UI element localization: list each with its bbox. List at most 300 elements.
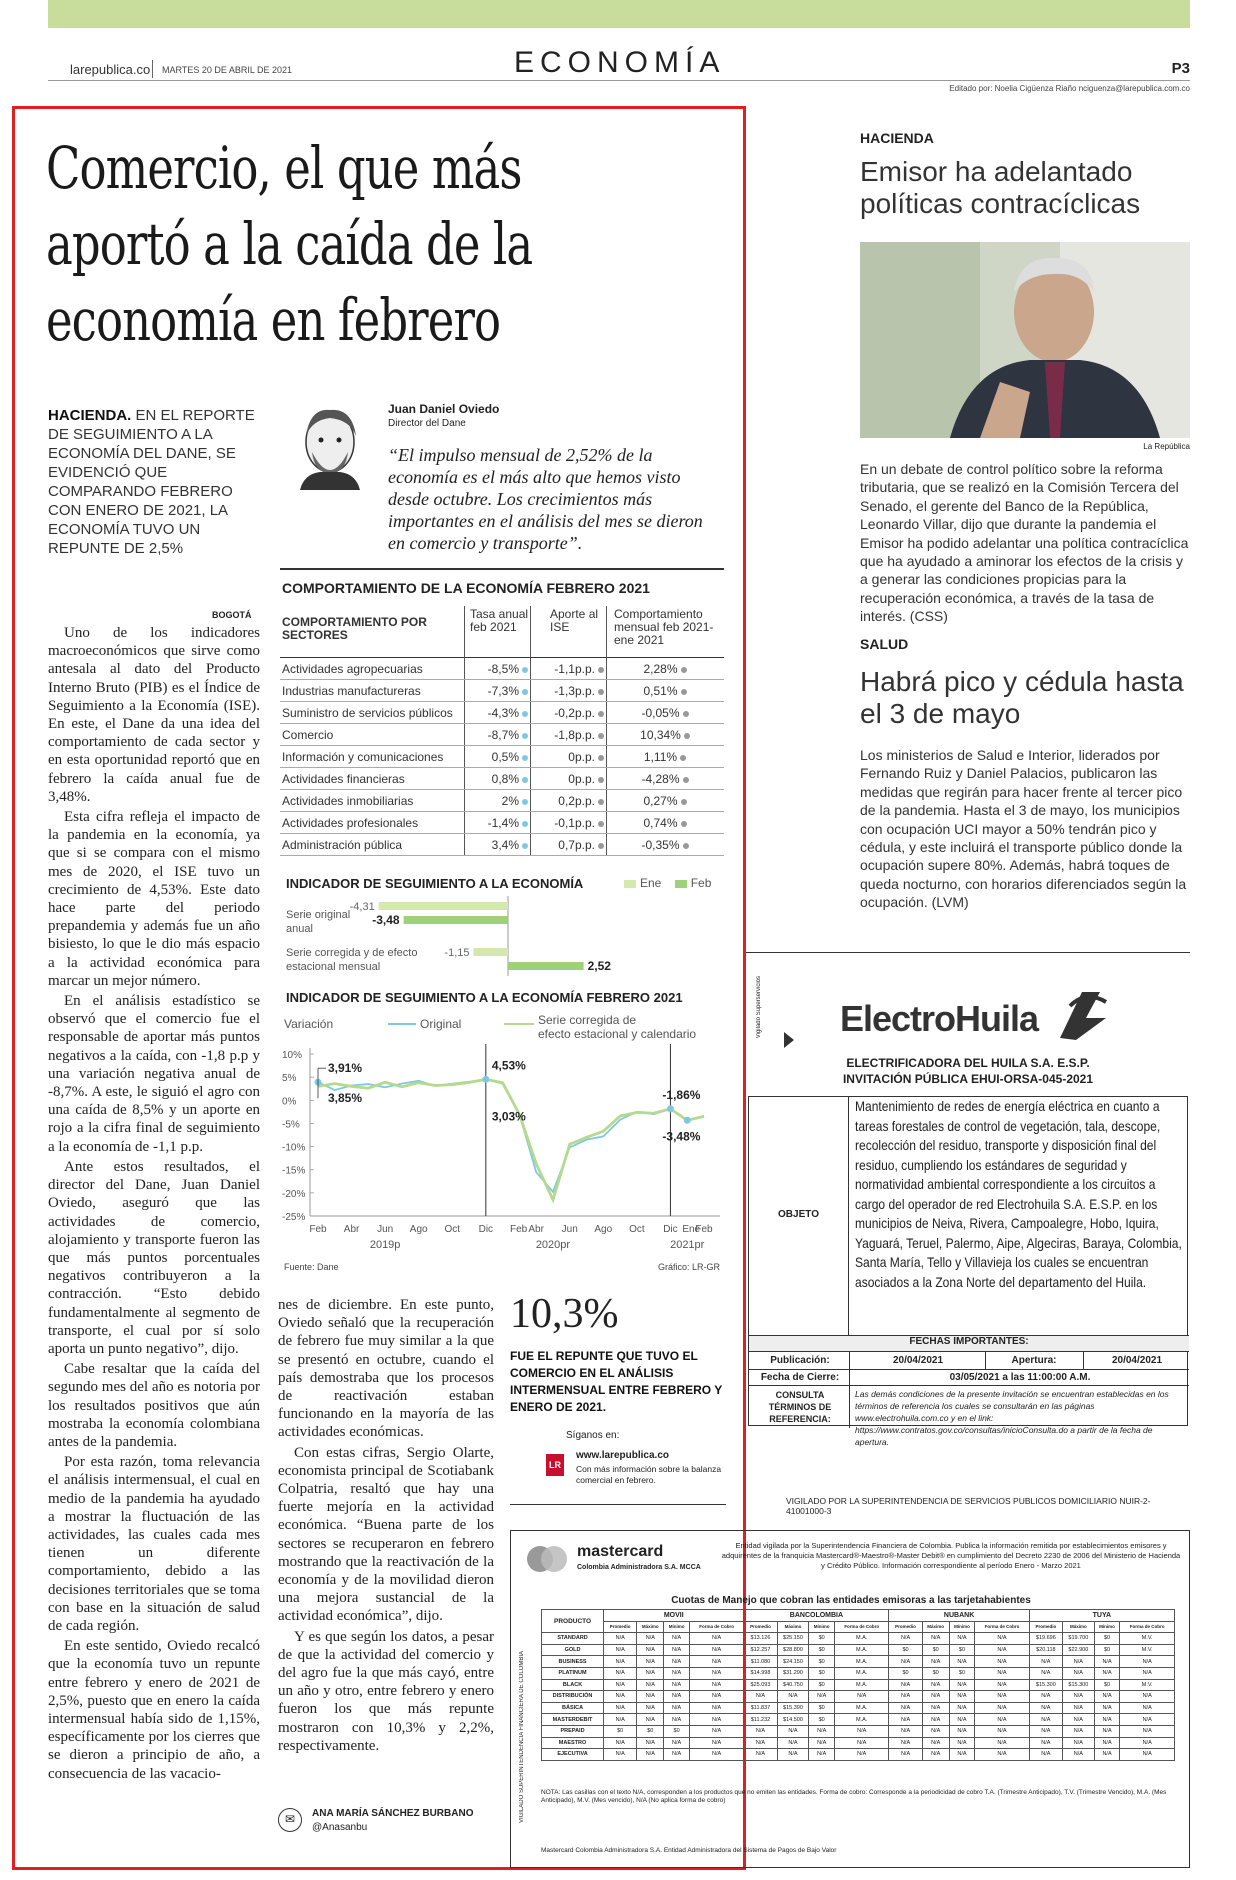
x-tick-label: Ago	[409, 1224, 428, 1235]
table-cell: N/A	[809, 1725, 835, 1737]
headline-line: Comercio, el que más	[46, 134, 522, 202]
bank-header: BANCOLOMBIA	[744, 1610, 889, 1622]
paragraph: Esta cifra refleja el impacto de la pandemia en la economía, ya que si se compara con el mismo mes de 2020, el ISE tuvo un crecimiento de 4,53%. Este dato hace parte del periodo prepandemia y además fue un año bisiesto, lo que le dio más espacio a la actividad económica para marcar un mejor número.	[48, 809, 260, 989]
paragraph: En el análisis estadístico se observó que el comercio fue el responsable de aportar más puntos negativos a la caída, con -1,8 p.p y una variación negativa anual de -8,7%. A este, le siguió el agro con una caída de 8,5% y un aporte en rojo a la cifra final de seguimiento a la economía de -1,1 p.p.	[48, 993, 260, 1155]
table-cell: N/A	[834, 1691, 889, 1703]
status-dot	[681, 799, 687, 805]
consulta-label: CONSULTA TÉRMINOS DE REFERENCIA:	[768, 1390, 832, 1424]
chat-icon: ✉	[278, 1808, 302, 1832]
article-column-2	[278, 1296, 494, 1757]
table-cell: N/A	[922, 1656, 949, 1668]
column-header: Máximo	[777, 1621, 809, 1633]
brief-body: En un debate de control político sobre la reforma tributaria, que se realizó en la Comisión Tercera del Senado, el gerente del Banco de la República, Leonardo Villar, dijo que durante la pandemia el Emisor ha podido adelantar una política contracíclica que ha ayudado a aminorar los efectos de la crisis y a generar las condiciones propicias para la recuperación económica, a través de la tasa de interés. (CSS)	[860, 461, 1189, 625]
paragraph: Ante estos resultados, el director del Dane, Juan Daniel Oviedo, aseguró que las actividades de comercio, alojamiento y transporte fueron las que más puntos porcentuales negativos contribuyeron a la contracción. “Esto debido fundamentalmente al segmento de transporte, el cual por sí solo aporta un punto negativo”, dijo.	[48, 1158, 260, 1357]
status-dot	[598, 799, 604, 805]
lr-logo: LR	[546, 1454, 564, 1476]
table-cell: N/A	[1029, 1656, 1062, 1668]
status-dot	[681, 821, 687, 827]
table-cell: MAESTRO	[542, 1737, 604, 1749]
editor-credit: Editado por: Noelia Cigüenza Riaño nciguenza@larepublica.com.co	[949, 84, 1190, 93]
table-cell: $13.126	[744, 1633, 777, 1645]
paragraph: nes de diciembre. En este punto, Oviedo señaló que la recuperación de febrero fue muy similar a la que se presentó en octubre, cuando el país demostraba que los procesos de reactivación estaban funcionando en la mayoría de las actividades económicas.	[278, 1297, 494, 1441]
x-tick-label: Ago	[594, 1224, 613, 1235]
table-cell: $0	[809, 1679, 835, 1691]
brief-body: Los ministerios de Salud e Interior, liderados por Fernando Ruiz y Daniel Palacios, publicaron las medidas que regirán para hacer frente al tercer pico de la pandemia. Hasta el 3 de mayo, los municipios con ocupación UCI mayor a 50% tendrán pico y cédula, y este incluirá el transporte público donde la ocupación supere 80%. Además, habrá toques de queda nocturno, con horarios diferenciados según la ocupación. (LVM)	[860, 747, 1187, 911]
table-cell: $19.700	[1062, 1633, 1094, 1645]
section-label: SALUD	[860, 636, 909, 652]
table-cell: N/A	[1120, 1725, 1175, 1737]
dates-title-text: FECHAS IMPORTANTES:	[909, 1336, 1029, 1347]
table-cell: -8,5%	[466, 662, 528, 676]
table-cell: -1,8p.p.	[532, 728, 604, 742]
table-cell: N/A	[604, 1714, 637, 1726]
table-cell: N/A	[922, 1714, 949, 1726]
legend-swatch	[624, 880, 636, 888]
close-row	[749, 1369, 1189, 1385]
table-cell: Administración pública	[282, 838, 403, 852]
table-cell: EJECUTIVA	[542, 1749, 604, 1761]
page-header	[48, 46, 1190, 80]
column-header: Comportamiento mensual feb 2021-ene 2021	[614, 607, 714, 647]
author-name: ANA MARÍA SÁNCHEZ BURBANO	[312, 1808, 474, 1819]
bar	[379, 902, 508, 910]
table-cell: 0,27%	[608, 794, 722, 808]
line-chart	[280, 988, 726, 1276]
table-cell: $0	[889, 1667, 922, 1679]
table-cell: M.V.	[1120, 1679, 1175, 1691]
table-cell: N/A	[1094, 1702, 1120, 1714]
table-cell: Información y comunicaciones	[282, 750, 444, 764]
table-cell: N/A	[889, 1725, 922, 1737]
table-cell: N/A	[664, 1714, 690, 1726]
x-tick-label: Ene	[682, 1224, 701, 1235]
table-row	[542, 1714, 1175, 1726]
dates-title	[749, 1335, 1189, 1351]
table-row	[542, 1737, 1175, 1749]
pull-quote: “El impulso mensual de 2,52% de la economía es el más alto que hemos visto desde octubre. Los crecimientos más importantes en el análisis del mes se dieron en comercio y transporte”.	[388, 445, 703, 553]
table-cell: N/A	[689, 1737, 744, 1749]
table-cell: $0	[809, 1702, 835, 1714]
stat-figure: 10,3%	[510, 1291, 619, 1337]
table-cell: N/A	[744, 1725, 777, 1737]
paragraph: Cabe resaltar que la caída del segundo mes del año es notoria por los resultados positivos que aún mostraba la economía colombiana antes de la pandemia.	[48, 1361, 260, 1450]
table-cell: N/A	[689, 1691, 744, 1703]
table-cell: N/A	[1094, 1667, 1120, 1679]
column-header: Promedio	[1029, 1621, 1062, 1633]
table-cell: $15.390	[777, 1702, 809, 1714]
table-cell: $25.093	[744, 1679, 777, 1691]
table-cell: $0	[809, 1714, 835, 1726]
table-cell: N/A	[1062, 1737, 1094, 1749]
objeto-text: Mantenimiento de redes de energía eléctrica en cuanto a tareas forestales de control de vegetación, tala, descope, recolección del residuo, transporte y disposición final del residuo, cumpliendo los estándares de seguridad y normatividad ambiental correspondiente a los circuitos a cargo del operador de red Electrohuila S.A. E.S.P. en los municipios de Neiva, Rivera, Campoalegre, Hobo, Iquira, Yaguará, Teruel, Palermo, Aipe, Algeciras, Baraya, Colombia, Santa María, Tello y Villavieja los cuales se encuentran asociados a la Zona Norte del departamento del Huila.	[855, 1098, 1182, 1290]
fees-source: Mastercard Colombia Administradora S.A. Entidad Administradora del Sistema de Pagos de Bajo Valor	[541, 1847, 837, 1854]
table-cell: N/A	[744, 1691, 777, 1703]
column-header: COMPORTAMIENTO POR SECTORES	[282, 615, 427, 642]
table-cell: N/A	[604, 1691, 637, 1703]
status-dot	[522, 777, 528, 783]
table-cell: N/A	[975, 1725, 1030, 1737]
bar-chart	[280, 896, 724, 976]
table-cell: N/A	[889, 1656, 922, 1668]
quote-author: Juan Daniel Oviedo	[388, 402, 500, 416]
section-label: HACIENDA	[860, 130, 934, 146]
table-cell: -0,1p.p.	[532, 816, 604, 830]
y-tick-label: 0%	[282, 1096, 297, 1108]
table-cell: Actividades profesionales	[282, 816, 419, 830]
consulta-text[interactable]: Las demás condiciones de la presente invitación se encuentran establecidas en los términos de referencia los cuales se consultarán en las páginas www.electrohuila.com.co y en el link: https://www.contratos.gov.co/consultas/inicioConsulta.do a partir de la fecha de apertura.	[855, 1389, 1169, 1447]
y-axis-label: Variación	[284, 1017, 334, 1031]
ad-note: Entidad vigilada por la Superintendencia Financiera de Colombia. Publica la información remitida por establecimientos emisores y adquirentes de la franquicia Mastercard®-Maestro®-Master Debit® en cumplimiento del Decreto 2230 de 2006 del Ministerio de Hacienda y Crédito Público. Información correspondiente al período Enero - Marzo 2021	[721, 1541, 1181, 1570]
table-cell: $15.300	[1062, 1679, 1094, 1691]
table-cell: N/A	[1094, 1656, 1120, 1668]
article-column-1	[48, 624, 260, 1785]
site-link[interactable]: www.larepublica.co	[576, 1450, 669, 1461]
x-tick-label: Oct	[444, 1224, 461, 1235]
table-cell: N/A	[949, 1725, 975, 1737]
legend-label: Serie corregida de	[538, 1013, 637, 1027]
table-cell: N/A	[664, 1667, 690, 1679]
table-cell: $0	[637, 1725, 664, 1737]
table-cell: M.A.	[834, 1667, 889, 1679]
table-cell: -4,28%	[608, 772, 722, 786]
table-row	[542, 1749, 1175, 1761]
status-dot	[598, 843, 604, 849]
table-cell: DISTRIBUCIÓN	[542, 1691, 604, 1703]
bank-header: MOVII	[604, 1610, 744, 1622]
portrait-illustration	[290, 402, 370, 490]
table-cell: N/A	[1094, 1749, 1120, 1761]
bank-header: TUYA	[1029, 1610, 1174, 1622]
photo-credit: La República	[1143, 442, 1190, 451]
year-label: 2021pr	[670, 1239, 705, 1251]
table-cell: N/A	[1062, 1656, 1094, 1668]
table-cell: M.A.	[834, 1656, 889, 1668]
table-cell: N/A	[975, 1679, 1030, 1691]
data-label: 3,03%	[491, 1109, 526, 1124]
table-cell: N/A	[744, 1749, 777, 1761]
page-number: P3	[1171, 60, 1190, 77]
table-cell: 0,5%	[466, 750, 528, 764]
table-cell: $0	[809, 1633, 835, 1645]
data-label: -1,86%	[662, 1087, 701, 1102]
legend-label: Original	[420, 1017, 462, 1031]
ad-side-label: Vigilado Superservicios	[756, 976, 762, 1039]
y-tick-label: -15%	[282, 1165, 306, 1177]
table-cell: N/A	[1120, 1749, 1175, 1761]
table-cell: Comercio	[282, 728, 334, 742]
x-tick-label: Oct	[629, 1224, 645, 1235]
table-cell: $19.696	[1029, 1633, 1062, 1645]
top-color-band	[48, 0, 1190, 28]
data-label: -1,15	[444, 947, 470, 959]
legend-swatch	[675, 880, 687, 888]
divider	[280, 568, 724, 570]
table-cell: N/A	[637, 1667, 664, 1679]
table-cell: N/A	[664, 1656, 690, 1668]
table-cell: M.A.	[834, 1702, 889, 1714]
table-cell: Suministro de servicios públicos	[282, 706, 453, 720]
table-row	[280, 680, 724, 702]
pub-date: 20/04/2021	[892, 1355, 944, 1366]
bar	[404, 916, 508, 924]
site-name[interactable]: larepublica.co	[70, 62, 151, 77]
table-row	[542, 1691, 1175, 1703]
y-tick-label: 10%	[282, 1050, 303, 1061]
category-label: estacional mensual	[286, 961, 381, 973]
table-cell: N/A	[637, 1691, 664, 1703]
table-cell: N/A	[1062, 1714, 1094, 1726]
table-cell: N/A	[689, 1656, 744, 1668]
year-label: 2020pr	[535, 1239, 571, 1251]
table-cell: GOLD	[542, 1644, 604, 1656]
paragraph: En este sentido, Oviedo recalcó que la economía tuvo un repunte entre febrero y enero de 2021 de 2,5%, puesto que en enero la caída intermensual había sido de 1,15%, específicamente por los cierres que se dieron a principio de año, a consecuencia de las vacacio-	[48, 1638, 260, 1782]
table-cell: N/A	[1029, 1749, 1062, 1761]
table-cell: N/A	[975, 1702, 1030, 1714]
table-cell: -7,3%	[466, 684, 528, 698]
table-cell: N/A	[664, 1702, 690, 1714]
status-dot	[522, 689, 528, 695]
table-cell: $20.118	[1029, 1644, 1062, 1656]
status-dot	[681, 689, 687, 695]
table-cell: N/A	[1062, 1667, 1094, 1679]
paragraph: Por esta razón, toma relevancia el análisis intermensual, el cual en medio de la pandemia ha ayudado a mostrar la fluctuación de las actividades, las cuales cada mes tienen un diferente comportamiento, debido a las decisiones territoriales que se toma con base en la situación de salud de cada región.	[48, 1454, 260, 1634]
open-label: Apertura:	[1011, 1355, 1057, 1366]
table-cell: N/A	[1094, 1725, 1120, 1737]
electrohuila-ad	[746, 960, 1190, 1514]
table-cell: N/A	[1029, 1702, 1062, 1714]
header-rule	[48, 80, 1190, 81]
bar	[474, 948, 509, 956]
brief-headline[interactable]: Emisor ha adelantado políticas contracíclicas	[860, 156, 1141, 219]
paragraph: Con estas cifras, Sergio Olarte, economista principal de Scotiabank Colpatria, resaltó que hay una fuerte mejoría en la actividad económica. “Buena parte de los sectores se recuperaron en febrero mostrando que la reactivación de la economía y de la movilidad dieron una mejora sustancial de la actividad económica”, dijo.	[278, 1444, 494, 1625]
table-row	[280, 812, 724, 834]
table-header-row	[280, 606, 724, 658]
table-cell: -1,4%	[466, 816, 528, 830]
table-cell: 2%	[466, 794, 528, 808]
table-cell: 0,74%	[608, 816, 722, 830]
data-point	[482, 1076, 489, 1083]
table-cell: M.A.	[834, 1633, 889, 1645]
table-cell: N/A	[922, 1737, 949, 1749]
column-header: Promedio	[744, 1621, 777, 1633]
y-tick-label: 5%	[282, 1073, 297, 1085]
table-row	[542, 1644, 1175, 1656]
column-header: Promedio	[889, 1621, 922, 1633]
status-dot	[683, 777, 689, 783]
ad-details-table	[748, 1096, 1188, 1447]
legend-label: efecto estacional y calendario	[538, 1027, 697, 1041]
table-cell: $25.150	[777, 1633, 809, 1645]
table-cell: N/A	[637, 1714, 664, 1726]
chart-title: INDICADOR DE SEGUIMIENTO A LA ECONOMÍA	[286, 876, 584, 891]
table-cell: N/A	[637, 1656, 664, 1668]
table-cell: $28.800	[777, 1644, 809, 1656]
fees-table-title: Cuotas de Manejo que cobran las entidades emisoras a las tarjetahabientes	[671, 1595, 1031, 1606]
status-dot	[684, 733, 690, 739]
table-cell: -0,2p.p.	[532, 706, 604, 720]
table-cell: -4,3%	[466, 706, 528, 720]
table-row	[280, 724, 724, 746]
table-cell: BLACK	[542, 1679, 604, 1691]
table-row	[280, 658, 724, 680]
table-cell: N/A	[637, 1737, 664, 1749]
column-header: Máximo	[1062, 1621, 1094, 1633]
table-cell: N/A	[834, 1725, 889, 1737]
table-cell: N/A	[1062, 1702, 1094, 1714]
table-cell: N/A	[922, 1679, 949, 1691]
table-cell: N/A	[604, 1679, 637, 1691]
data-label: 3,91%	[328, 1061, 363, 1076]
x-tick-label: Feb	[509, 1224, 528, 1235]
status-dot	[598, 711, 604, 717]
column-header: Máximo	[637, 1621, 664, 1633]
author-handle[interactable]: @Anasanbu	[312, 1822, 368, 1833]
table-cell: N/A	[922, 1633, 949, 1645]
close-date: 03/05/2021 a las 11:00:00 A.M.	[949, 1372, 1091, 1383]
headline-line: aportó a la caída de la	[46, 210, 533, 278]
table-cell: N/A	[689, 1644, 744, 1656]
table-cell: $0	[1094, 1633, 1120, 1645]
data-label: 2,52	[587, 959, 611, 973]
table-cell: 0,51%	[608, 684, 722, 698]
table-cell: -1,3p.p.	[532, 684, 604, 698]
column-header: Forma de Cobro	[689, 1621, 744, 1633]
table-cell: N/A	[1120, 1702, 1175, 1714]
status-dot	[683, 711, 689, 717]
table-cell: $0	[809, 1656, 835, 1668]
column-header: Forma de Cobro	[834, 1621, 889, 1633]
table-cell: N/A	[975, 1749, 1030, 1761]
status-dot	[681, 667, 687, 673]
table-cell: N/A	[1120, 1667, 1175, 1679]
table-title: COMPORTAMIENTO DE LA ECONOMÍA FEBRERO 2021	[282, 580, 650, 596]
table-cell: N/A	[689, 1749, 744, 1761]
table-cell: N/A	[744, 1737, 777, 1749]
category-label: Serie original	[286, 909, 351, 921]
status-dot	[522, 843, 528, 849]
table-cell: 0,2p.p.	[532, 794, 604, 808]
column-header: Máximo	[922, 1621, 949, 1633]
table-cell: N/A	[809, 1749, 835, 1761]
open-date: 20/04/2021	[1111, 1355, 1163, 1366]
table-cell: $0	[889, 1644, 922, 1656]
table-cell: $0	[1094, 1679, 1120, 1691]
table-cell: N/A	[1120, 1737, 1175, 1749]
legend-label: Feb	[690, 876, 712, 890]
table-cell: N/A	[809, 1737, 835, 1749]
table-cell: 0,8%	[466, 772, 528, 786]
table-row	[542, 1702, 1175, 1714]
table-cell: M.V.	[1120, 1644, 1175, 1656]
table-cell: N/A	[1062, 1725, 1094, 1737]
header-divider	[152, 60, 153, 78]
pub-label: Publicación:	[770, 1355, 830, 1366]
table-cell: N/A	[834, 1737, 889, 1749]
status-dot	[522, 711, 528, 717]
lead-kicker: HACIENDA.	[48, 407, 132, 424]
table-cell: N/A	[975, 1633, 1030, 1645]
table-cell: 2,28%	[608, 662, 722, 676]
table-cell: 0,7p.p.	[532, 838, 604, 852]
table-cell: N/A	[777, 1691, 809, 1703]
table-cell: N/A	[1062, 1691, 1094, 1703]
status-dot	[683, 843, 689, 849]
table-cell: $14.998	[744, 1667, 777, 1679]
table-cell: 0p.p.	[532, 750, 604, 764]
category-label: anual	[286, 923, 313, 935]
table-cell: 1,11%	[608, 750, 722, 764]
table-cell: N/A	[949, 1714, 975, 1726]
bank-header: NUBANK	[889, 1610, 1029, 1622]
table-cell: $0	[1094, 1644, 1120, 1656]
lead-paragraph	[48, 406, 264, 558]
table-row	[280, 746, 724, 768]
y-tick-label: -5%	[282, 1119, 300, 1131]
table-cell: $31.290	[777, 1667, 809, 1679]
fees-footnote: NOTA: Las casillas con el texto N/A, corresponden a los productos que no emiten las entidades. Forma de cobro: Corresponde a la periodicidad de cobro T.A. (Trimestre Anticipado), T.V. (Trimestre Vencido), M.A. (Mes Anticipado), M.V. (Mes vencido), N/A (No aplica forma de cobro)	[541, 1789, 1167, 1804]
data-point	[667, 1105, 674, 1112]
table-cell: N/A	[1029, 1725, 1062, 1737]
ad-brand-sub: Colombia Administradora S.A. MCCA	[577, 1564, 701, 1571]
table-cell: -1,1p.p.	[532, 662, 604, 676]
y-tick-label: -20%	[282, 1188, 306, 1200]
table-cell: $0	[809, 1667, 835, 1679]
table-cell: N/A	[889, 1633, 922, 1645]
table-cell: -8,7%	[466, 728, 528, 742]
table-cell: $11.837	[744, 1702, 777, 1714]
table-cell: N/A	[777, 1737, 809, 1749]
table-cell: M.A.	[834, 1714, 889, 1726]
column-header: PRODUCTO	[542, 1610, 604, 1633]
table-cell: $0	[949, 1644, 975, 1656]
table-cell: MASTERDEBIT	[542, 1714, 604, 1726]
table-cell: N/A	[922, 1749, 949, 1761]
data-label: -3,48	[372, 913, 400, 927]
table-cell: $11.080	[744, 1656, 777, 1668]
table-cell: N/A	[664, 1749, 690, 1761]
table-cell: $0	[664, 1725, 690, 1737]
issue-date: MARTES 20 DE ABRIL DE 2021	[162, 65, 293, 75]
chart-title: INDICADOR DE SEGUIMIENTO A LA ECONOMÍA FEBRERO 2021	[286, 990, 683, 1005]
column-header: Mínimo	[809, 1621, 835, 1633]
table-cell: N/A	[664, 1644, 690, 1656]
column-header: Forma de Cobro	[1120, 1621, 1175, 1633]
table-cell: N/A	[689, 1714, 744, 1726]
close-label: Fecha de Cierre:	[760, 1372, 840, 1383]
table-cell: N/A	[975, 1737, 1030, 1749]
table-cell: N/A	[1120, 1714, 1175, 1726]
news-photo	[860, 242, 1190, 438]
ad-regulator: VIGILADO POR LA SUPERINTENDENCIA DE SERVICIOS PUBLICOS DOMICILIARIO NUIR-2-41001000-3	[786, 1496, 1151, 1516]
column-header: Mínimo	[949, 1621, 975, 1633]
paragraph: Uno de los indicadores macroeconómicos que sirve como antesala al dato del Producto Interno Bruto (PIB) es el Índice de Seguimiento a la Economía (ISE). En este, el Dane da una idea del comportamiento de cada sector y en esta oportunidad reportó que en febrero la caída anual fue de 3,48%.	[48, 625, 260, 805]
table-cell: Actividades inmobiliarias	[282, 794, 414, 808]
table-cell: BUSINESS	[542, 1656, 604, 1668]
table-row	[280, 768, 724, 790]
brief-headline[interactable]: Habrá pico y cédula hasta el 3 de mayo	[860, 666, 1184, 729]
table-cell: Actividades financieras	[282, 772, 405, 786]
table-cell: $14.500	[777, 1714, 809, 1726]
column-header: Tasa anual feb 2021	[470, 607, 529, 634]
quote-role: Director del Dane	[388, 418, 466, 429]
table-cell: N/A	[1094, 1714, 1120, 1726]
headline-line: economía en febrero	[46, 286, 501, 354]
table-cell: N/A	[1120, 1656, 1175, 1668]
table-cell: $0	[604, 1725, 637, 1737]
status-dot	[522, 799, 528, 805]
legend-item	[675, 876, 712, 890]
chart-legend	[624, 876, 711, 890]
